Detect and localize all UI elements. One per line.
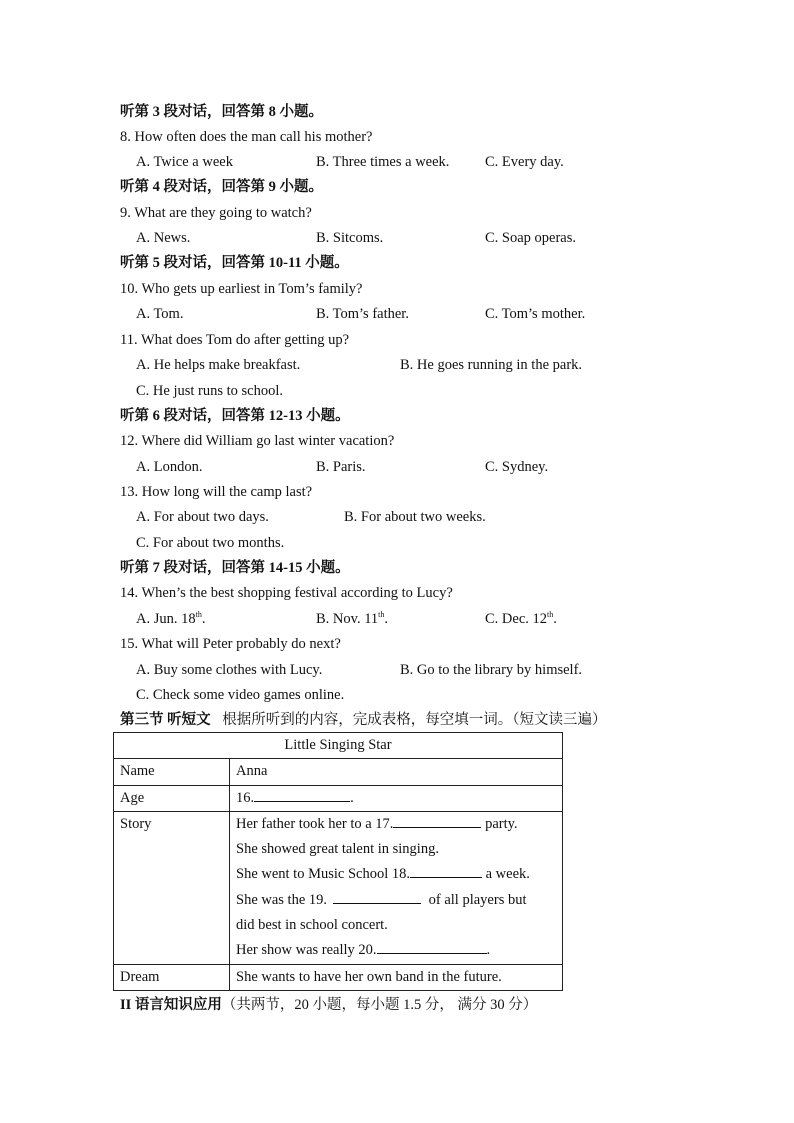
q14-option-c-sup: th bbox=[547, 610, 554, 619]
q12-option-a: A. London. bbox=[136, 459, 203, 475]
story-6-post: . bbox=[486, 942, 491, 959]
q8-option-b: B. Three times a week. bbox=[316, 154, 450, 170]
section-heading-4: 听第 4 段对话，回答第 9 小题。 bbox=[120, 179, 323, 195]
q8-option-a: A. Twice a week bbox=[136, 154, 233, 170]
question-13: 13. How long will the camp last? bbox=[120, 484, 313, 500]
story-line-3 bbox=[236, 862, 556, 887]
part2-note: （共两节，20 小题，每小题 1.5 分， 满分 30 分） bbox=[221, 997, 538, 1013]
q15-option-c: C. Check some video games online. bbox=[136, 687, 345, 703]
age-value bbox=[230, 785, 563, 811]
story-3-post: a week. bbox=[482, 866, 530, 883]
question-8: 8. How often does the man call his mother? bbox=[120, 129, 373, 145]
blank-18[interactable] bbox=[410, 865, 482, 878]
section-heading-6: 听第 6 段对话，回答第 12-13 小题。 bbox=[120, 408, 350, 424]
q14-option-b bbox=[316, 610, 388, 628]
q9-option-c: C. Soap operas. bbox=[485, 230, 577, 246]
q11-option-b: B. He goes running in the park. bbox=[400, 357, 583, 373]
q10-option-c: C. Tom’s mother. bbox=[485, 306, 586, 322]
q14-option-a bbox=[136, 610, 205, 628]
story-line-1 bbox=[236, 812, 556, 837]
blank-19[interactable] bbox=[333, 891, 421, 904]
q10-option-a: A. Tom. bbox=[136, 306, 184, 322]
part3-instruction: 根据所听到的内容，完成表格，每空填一词。（短文读三遍） bbox=[222, 712, 607, 728]
question-12: 12. Where did William go last winter vacation? bbox=[120, 433, 395, 449]
question-14: 14. When’s the best shopping festival according to Lucy? bbox=[120, 585, 453, 601]
section-heading-7: 听第 7 段对话，回答第 14-15 小题。 bbox=[120, 560, 350, 576]
part2-roman: II bbox=[120, 997, 132, 1013]
table-title: Little Singing Star bbox=[114, 733, 563, 759]
question-10: 10. Who gets up earliest in Tom’s family? bbox=[120, 281, 363, 297]
story-value bbox=[230, 811, 563, 964]
q14-option-b-post: . bbox=[384, 611, 389, 627]
q15-option-a: A. Buy some clothes with Lucy. bbox=[136, 662, 323, 678]
table-row-age bbox=[114, 785, 563, 811]
q14-option-b-text: B. Nov. 11 bbox=[316, 611, 379, 627]
blank-16[interactable] bbox=[254, 789, 350, 802]
part3-label: 第三节 听短文 bbox=[120, 712, 211, 728]
little-singing-star-table bbox=[113, 732, 563, 991]
age-prefix: 16. bbox=[236, 789, 255, 806]
q11-option-a: A. He helps make breakfast. bbox=[136, 357, 301, 373]
question-11: 11. What does Tom do after getting up? bbox=[120, 332, 350, 348]
story-line-5: did best in school concert. bbox=[236, 917, 388, 934]
q11-option-c: C. He just runs to school. bbox=[136, 383, 284, 399]
story-1-post: party. bbox=[481, 815, 518, 832]
q15-option-b: B. Go to the library by himself. bbox=[400, 662, 583, 678]
table-row-name bbox=[114, 759, 563, 785]
table-row-story bbox=[114, 811, 563, 964]
name-label: Name bbox=[114, 759, 230, 785]
story-line-2: She showed great talent in singing. bbox=[236, 841, 439, 858]
part3-heading bbox=[120, 711, 607, 729]
story-4-post: of all players but bbox=[425, 891, 527, 908]
q14-option-a-post: . bbox=[201, 611, 206, 627]
story-6-pre: Her show was really 20. bbox=[236, 942, 377, 959]
q13-option-b: B. For about two weeks. bbox=[344, 509, 486, 525]
story-line-4 bbox=[236, 888, 556, 913]
blank-17[interactable] bbox=[393, 815, 481, 828]
section-heading-5: 听第 5 段对话，回答第 10-11 小题。 bbox=[120, 255, 349, 271]
question-9: 9. What are they going to watch? bbox=[120, 205, 312, 221]
name-value: Anna bbox=[230, 759, 563, 785]
q14-option-a-text: A. Jun. 18 bbox=[136, 611, 196, 627]
story-line-6 bbox=[236, 938, 556, 963]
age-suffix: . bbox=[350, 789, 354, 806]
story-4-pre: She was the 19. bbox=[236, 891, 328, 908]
q13-option-a: A. For about two days. bbox=[136, 509, 269, 525]
table-row-dream bbox=[114, 964, 563, 990]
question-15: 15. What will Peter probably do next? bbox=[120, 636, 341, 652]
section-heading-3: 听第 3 段对话，回答第 8 小题。 bbox=[120, 104, 323, 120]
story-label: Story bbox=[114, 811, 230, 964]
q12-option-c: C. Sydney. bbox=[485, 459, 549, 475]
age-label: Age bbox=[114, 785, 230, 811]
table-title-row bbox=[114, 733, 563, 759]
part2-title: 语言知识应用 bbox=[131, 997, 222, 1013]
story-1-pre: Her father took her to a 17. bbox=[236, 815, 394, 832]
q14-option-c bbox=[485, 610, 557, 628]
q14-option-c-post: . bbox=[553, 611, 557, 627]
story-3-pre: She went to Music School 18. bbox=[236, 866, 410, 883]
dream-label: Dream bbox=[114, 964, 230, 990]
q13-option-c: C. For about two months. bbox=[136, 535, 285, 551]
q10-option-b: B. Tom’s father. bbox=[316, 306, 409, 322]
q12-option-b: B. Paris. bbox=[316, 459, 366, 475]
q9-option-b: B. Sitcoms. bbox=[316, 230, 384, 246]
dream-value: She wants to have her own band in the future. bbox=[230, 964, 563, 990]
blank-20[interactable] bbox=[377, 941, 487, 954]
q14-option-c-text: C. Dec. 12 bbox=[485, 611, 548, 627]
q14-option-a-sup: th bbox=[195, 610, 202, 619]
q8-option-c: C. Every day. bbox=[485, 154, 564, 170]
q14-option-b-sup: th bbox=[378, 610, 385, 619]
q9-option-a: A. News. bbox=[136, 230, 191, 246]
part2-heading bbox=[120, 996, 537, 1014]
